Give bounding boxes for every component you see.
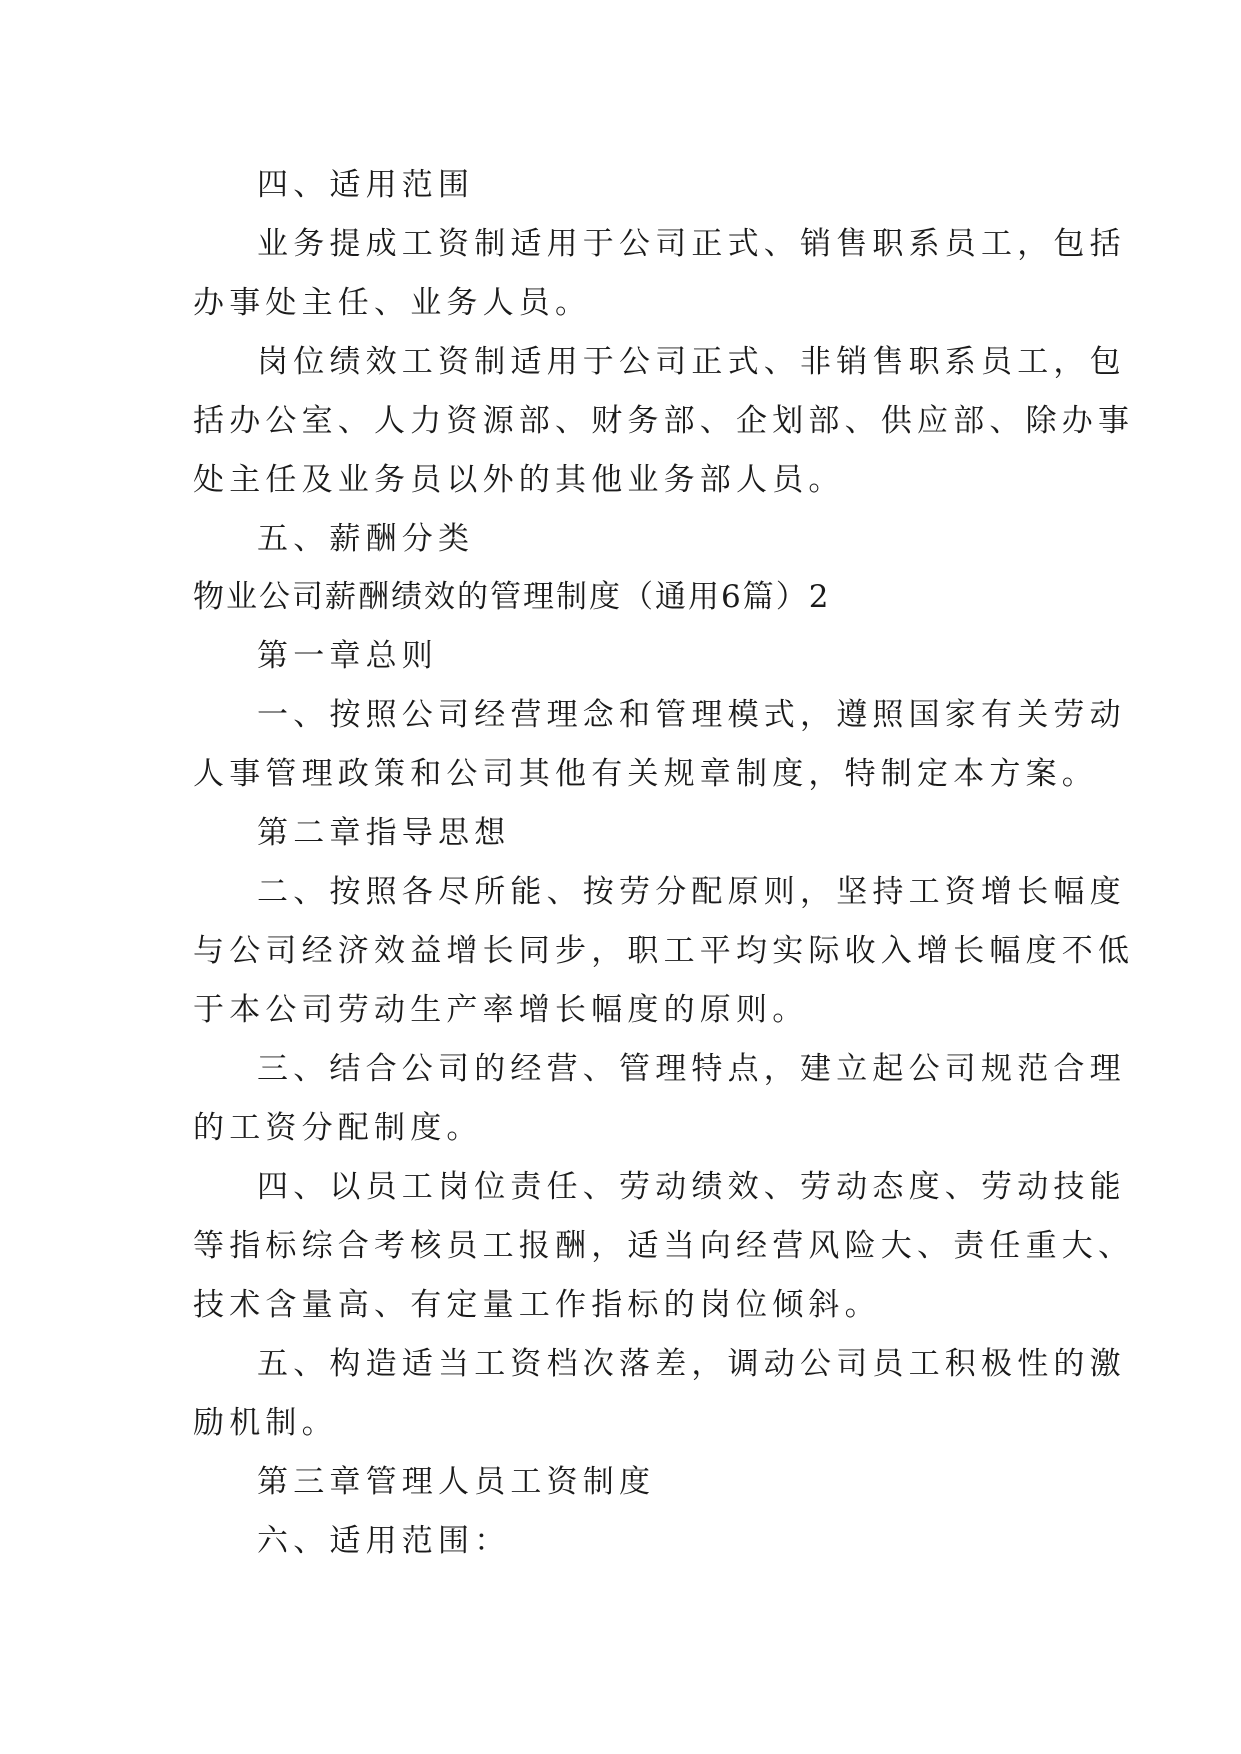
paragraph-line: 一、按照公司经营理念和管理模式，遵照国家有关劳动 <box>257 697 1126 733</box>
paragraph-line: 人事管理政策和公司其他有关规章制度，特制定本方案。 <box>193 756 1098 792</box>
paragraph-line: 技术含量高、有定量工作指标的岗位倾斜。 <box>193 1287 881 1323</box>
paragraph-line: 三、结合公司的经营、管理特点，建立起公司规范合理 <box>257 1051 1126 1087</box>
section-heading-salary-classification: 五、薪酬分类 <box>257 521 475 557</box>
paragraph-line: 的工资分配制度。 <box>193 1110 483 1146</box>
paragraph-line: 等指标综合考核员工报酬，适当向经营风险大、责任重大、 <box>193 1228 1135 1264</box>
paragraph-line: 励机制。 <box>193 1405 338 1441</box>
paragraph-line: 处主任及业务员以外的其他业务部人员。 <box>193 462 845 498</box>
paragraph-line: 二、按照各尽所能、按劳分配原则，坚持工资增长幅度 <box>257 874 1126 910</box>
section-heading-scope: 四、适用范围 <box>257 167 475 203</box>
paragraph-line: 业务提成工资制适用于公司正式、销售职系员工，包括 <box>257 226 1126 262</box>
paragraph-line: 四、以员工岗位责任、劳动绩效、劳动态度、劳动技能 <box>257 1169 1126 1205</box>
chapter-heading-general: 第一章总则 <box>257 638 438 674</box>
chapter-heading-management-salary: 第三章管理人员工资制度 <box>257 1464 656 1500</box>
paragraph-line: 岗位绩效工资制适用于公司正式、非销售职系员工，包 <box>257 344 1126 380</box>
paragraph-line: 于本公司劳动生产率增长幅度的原则。 <box>193 992 809 1028</box>
section-heading-applicable-scope: 六、适用范围： <box>257 1523 511 1559</box>
paragraph-line: 与公司经济效益增长同步，职工平均实际收入增长幅度不低 <box>193 933 1135 969</box>
document-title: 物业公司薪酬绩效的管理制度（通用6篇）2 <box>193 579 831 615</box>
paragraph-line: 括办公室、人力资源部、财务部、企划部、供应部、除办事 <box>193 403 1135 439</box>
paragraph-line: 办事处主任、业务人员。 <box>193 285 592 321</box>
paragraph-line: 五、构造适当工资档次落差，调动公司员工积极性的激 <box>257 1346 1126 1382</box>
chapter-heading-guiding-ideology: 第二章指导思想 <box>257 815 511 851</box>
